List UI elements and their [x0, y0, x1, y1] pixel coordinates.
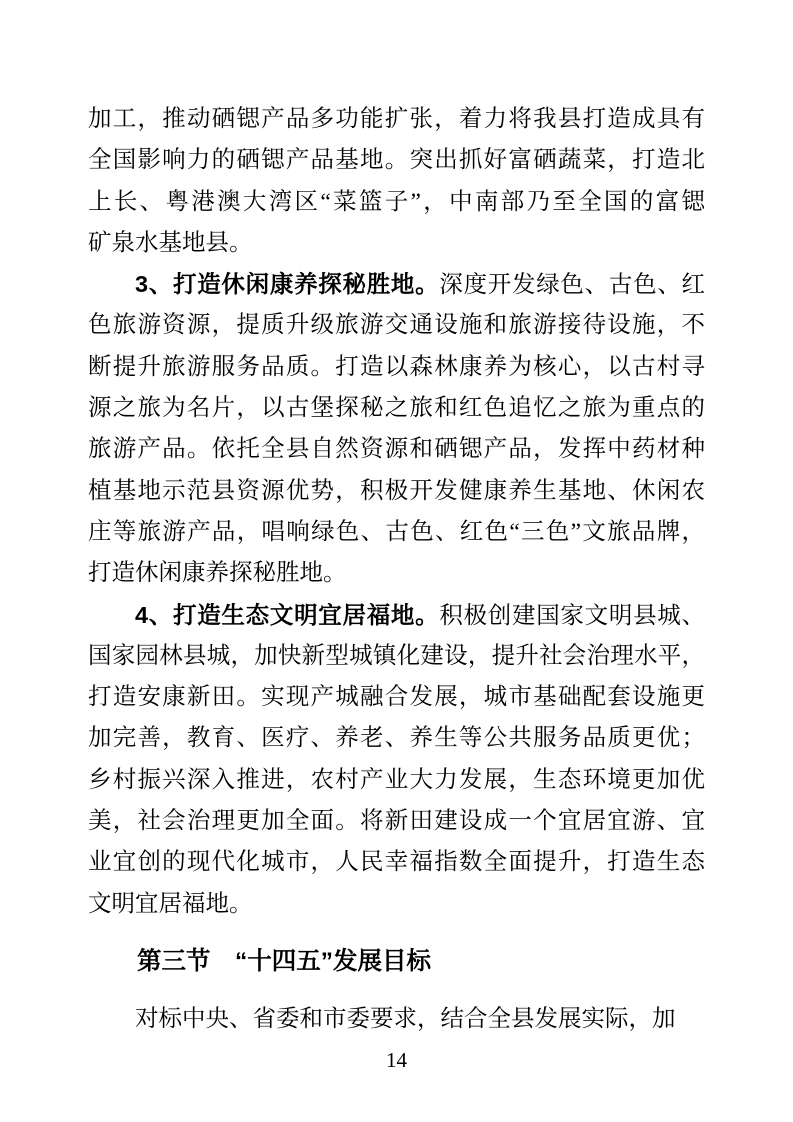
text-line: [88, 223, 705, 264]
text-run: 深度开发绿色、古色、红: [439, 272, 705, 299]
text-run: 美，社会治理更加全面。将新田建设成一个宜居宜游、宜: [88, 808, 705, 835]
text-run: 断提升旅游服务品质。打造以森林康养为核心，以古村寻: [88, 353, 705, 380]
text-run: 旅游产品。依托全县自然资源和硒锶产品，发挥中药材种: [88, 436, 705, 463]
text-run: 庄等旅游产品，唱响绿色、古色、红色“三色”文旅品牌，: [88, 518, 705, 545]
text-run: 色旅游资源，提质升级旅游交通设施和旅游接待设施，不: [88, 312, 705, 339]
text-run: 植基地示范县资源优势，积极开发健康养生基地、休闲农: [88, 477, 705, 504]
text-run: 加完善，教育、医疗、养老、养生等公共服务品质更优；: [88, 725, 705, 752]
text-line: [88, 305, 705, 346]
text-run: 乡村振兴深入推进，农村产业大力发展，生态环境更加优: [88, 766, 705, 793]
text-run: 加工，推动硒锶产品多功能扩张，着力将我县打造成具有: [88, 106, 705, 132]
text-line: [88, 801, 705, 842]
text-line: [88, 512, 705, 553]
bold-run: 3、打造休闲康养探秘胜地。: [135, 271, 440, 298]
text-line: [88, 677, 705, 718]
bold-run: 4、打造生态文明宜居福地。: [135, 601, 440, 628]
text-run: 上长、粤港澳大湾区“菜篮子”，中南部乃至全国的富锶: [88, 188, 705, 215]
text-line: [88, 347, 705, 388]
text-run: 业宜创的现代化城市，人民幸福指数全面提升，打造生态: [88, 849, 705, 876]
text-run: 打造休闲康养探秘胜地。: [88, 560, 347, 587]
text-line: [88, 999, 705, 1040]
text-run: 矿泉水基地县。: [88, 229, 253, 256]
document-body: [88, 99, 705, 1041]
text-run: 文明宜居福地。: [88, 890, 253, 917]
text-line: [88, 99, 705, 140]
text-line: [88, 718, 705, 759]
paragraph: [88, 595, 705, 925]
text-run: 积极创建国家文明县城、: [439, 602, 705, 629]
text-line: [88, 842, 705, 883]
paragraph: [88, 99, 705, 264]
page-number: 14: [386, 1048, 407, 1072]
text-line: [88, 595, 705, 636]
paragraph: [88, 999, 705, 1040]
text-run: 打造安康新田。实现产城融合发展，城市基础配套设施更: [88, 684, 705, 711]
text-line: [88, 553, 705, 594]
text-line: [88, 429, 705, 470]
section-heading: 第三节 “十四五”发展目标: [137, 947, 431, 975]
text-run: 源之旅为名片，以古堡探秘之旅和红色追忆之旅为重点的: [88, 395, 705, 422]
text-line: [88, 140, 705, 181]
text-line: [88, 884, 705, 925]
paragraph: [88, 264, 705, 594]
text-line: [88, 388, 705, 429]
text-line: [88, 264, 705, 305]
text-line: [88, 760, 705, 801]
text-run: 国家园林县城，加快新型城镇化建设，提升社会治理水平，: [88, 642, 705, 669]
text-line: [88, 182, 705, 223]
text-run: 全国影响力的硒锶产品基地。突出抓好富硒蔬菜，打造北: [88, 147, 705, 174]
text-line: [88, 636, 705, 677]
text-run: 对标中央、省委和市委要求，结合全县发展实际，加: [135, 1006, 676, 1033]
text-line: [88, 471, 705, 512]
